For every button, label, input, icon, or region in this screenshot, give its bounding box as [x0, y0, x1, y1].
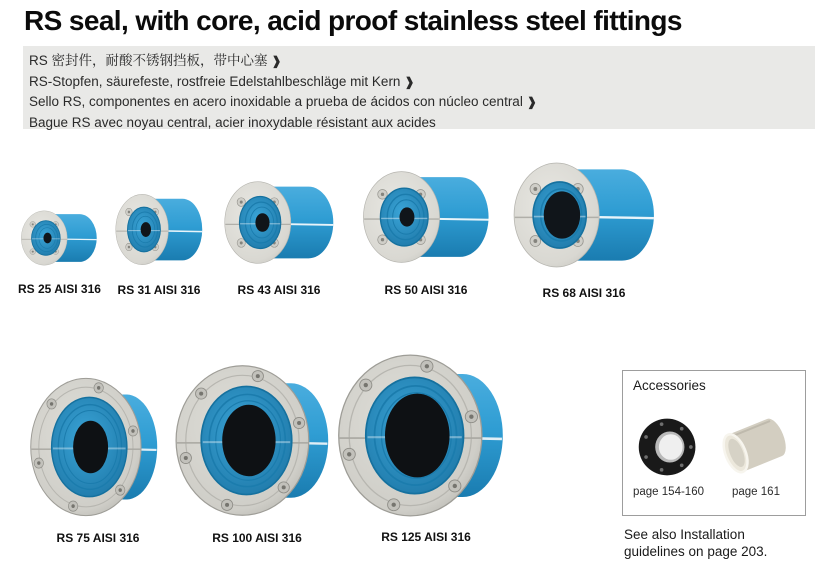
translations-band: [23, 46, 815, 129]
product-label-rs-43: RS 43 AISI 316: [237, 283, 321, 297]
product-rs-68: [508, 152, 660, 300]
product-rs-43: [220, 173, 338, 297]
product-image-rs-125: [330, 350, 522, 521]
see-also-note: See also Installation guidelines on page 203.: [624, 527, 768, 559]
accessories-items: [633, 409, 795, 498]
product-rs-50: [358, 162, 494, 297]
product-rs-75: [24, 374, 172, 545]
accessories-box: [622, 370, 806, 516]
arrow-marker-icon: ❱: [404, 74, 415, 89]
product-image-rs-43: [220, 173, 338, 272]
wall-sleeve-image: [716, 409, 796, 479]
product-rs-31: [112, 187, 206, 297]
translation-line-de: [29, 72, 815, 93]
accessory-page-label: page 161: [732, 486, 780, 498]
product-label-rs-75: RS 75 AISI 316: [56, 531, 140, 545]
translation-text-zh: RS 密封件，耐酸不锈钢挡板，带中心塞: [29, 53, 268, 68]
product-label-rs-125: RS 125 AISI 316: [381, 530, 471, 544]
product-rs-125: [330, 350, 522, 544]
product-image-rs-31: [112, 187, 206, 272]
translation-text-es: Sello RS, componentes en acero inoxidable a prueba de ácidos con núcleo central: [29, 94, 523, 109]
product-label-rs-31: RS 31 AISI 316: [117, 283, 201, 297]
accessory-page-label: page 154-160: [633, 486, 704, 498]
translation-line-es: [29, 92, 815, 113]
translation-text-fr: Bague RS avec noyau central, acier inoxydable résistant aux acides: [29, 114, 436, 130]
wall-flange-image: [635, 415, 701, 479]
product-rs-100: [168, 361, 346, 545]
product-label-rs-100: RS 100 AISI 316: [212, 531, 302, 545]
product-image-rs-75: [24, 374, 172, 520]
product-label-rs-25: RS 25 AISI 316: [18, 282, 101, 296]
page-title: RS seal, with core, acid proof stainless steel fittings: [24, 5, 682, 36]
translation-text-de: RS-Stopfen, säurefeste, rostfreie Edelstahlbeschläge mit Kern: [29, 73, 401, 89]
accessories-title: Accessories: [633, 378, 706, 393]
product-rs-25: [18, 205, 100, 296]
product-image-rs-100: [168, 361, 346, 520]
translation-line-zh: [29, 51, 815, 72]
accessory-wall-sleeve: [716, 409, 796, 498]
arrow-marker-icon: ❱: [526, 95, 537, 109]
product-image-rs-50: [358, 162, 494, 272]
arrow-marker-icon: ❱: [271, 54, 282, 68]
product-label-rs-50: RS 50 AISI 316: [384, 283, 468, 297]
translation-line-fr: [29, 113, 815, 134]
accessory-wall-flange: [633, 415, 704, 498]
product-label-rs-68: RS 68 AISI 316: [542, 286, 626, 300]
product-image-rs-25: [18, 205, 100, 271]
product-image-rs-68: [508, 152, 660, 278]
